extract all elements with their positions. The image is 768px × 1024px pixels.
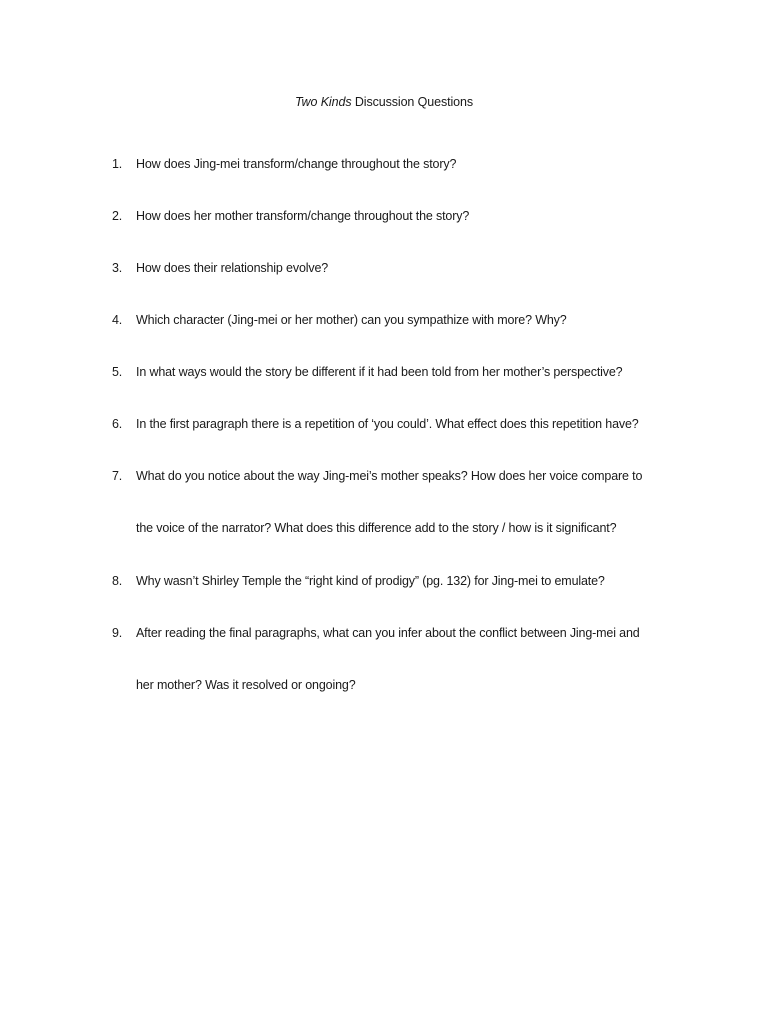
- question-text: After reading the final paragraphs, what can you infer about the conflict between Jing-mei and: [136, 626, 640, 640]
- question-number: 7.: [112, 469, 123, 483]
- question-number: 6.: [112, 417, 123, 431]
- question-text: What do you notice about the way Jing-mei’s mother speaks? How does her voice compare to: [136, 469, 643, 483]
- page-title: [0, 93, 768, 111]
- question-text: In what ways would the story be different if it had been told from her mother’s perspective?: [136, 365, 623, 379]
- title-rest-part: Discussion Questions: [351, 95, 474, 109]
- question-text: Why wasn’t Shirley Temple the “right kind of prodigy” (pg. 132) for Jing-mei to emulate?: [136, 574, 605, 588]
- question-text-continued: the voice of the narrator? What does this difference add to the story / how is it significant?: [136, 521, 617, 535]
- question-number: 5.: [112, 365, 123, 379]
- question-number: 1.: [112, 157, 123, 171]
- question-text: Which character (Jing-mei or her mother) can you sympathize with more? Why?: [136, 313, 567, 327]
- question-number: 9.: [112, 626, 123, 640]
- question-text: How does Jing-mei transform/change throughout the story?: [136, 157, 457, 171]
- title-italic-part: Two Kinds: [294, 95, 352, 109]
- question-number: 4.: [112, 313, 123, 327]
- question-number: 3.: [112, 261, 123, 275]
- question-text: How does her mother transform/change throughout the story?: [136, 209, 470, 223]
- question-text: How does their relationship evolve?: [136, 261, 329, 275]
- question-text-continued: her mother? Was it resolved or ongoing?: [136, 678, 356, 692]
- question-number: 8.: [112, 574, 123, 588]
- question-number: 2.: [112, 209, 123, 223]
- question-text: In the first paragraph there is a repetition of ‘you could’. What effect does this repetition have?: [136, 417, 639, 431]
